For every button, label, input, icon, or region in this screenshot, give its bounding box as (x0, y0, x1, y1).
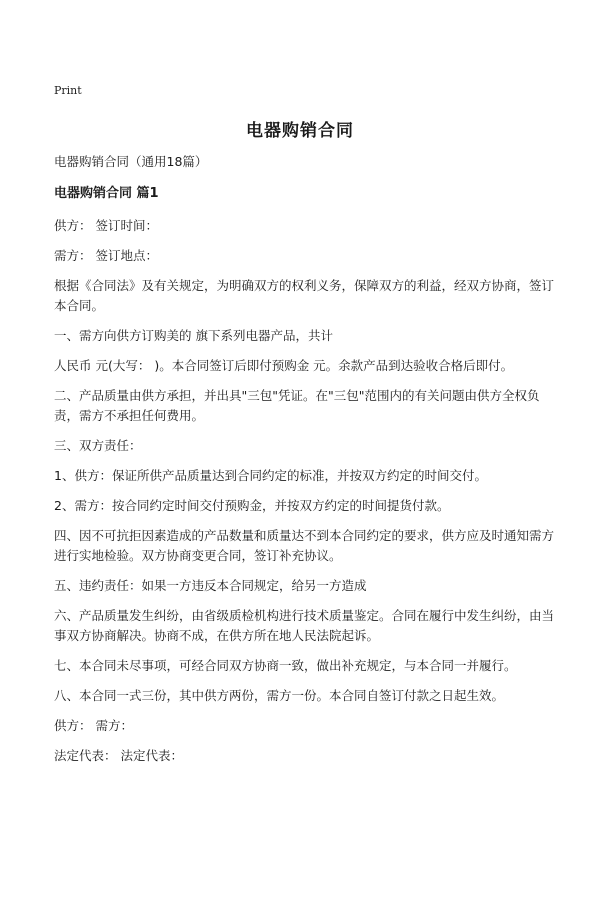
clause-8: 八、本合同一式三份，其中供方两份，需方一份。本合同自签订付款之日起生效。 (54, 688, 505, 703)
buyer-signing-place: 需方： 签订地点： (54, 248, 158, 263)
clause-3: 三、双方责任： (54, 438, 142, 453)
clause-3-supplier: 1、供方：保证所供产品质量达到合同约定的标准，并按双方约定的时间交付。 (54, 468, 487, 483)
section-heading: 电器购销合同 篇1 (54, 186, 159, 201)
clause-1-payment: 人民币 元(大写： )。本合同签订后即付预购金 元。余款产品到达验收合格后即付。 (54, 358, 514, 373)
clause-5: 五、违约责任：如果一方违反本合同规定，给另一方造成 (54, 578, 367, 593)
legal-representatives: 法定代表： 法定代表： (54, 748, 183, 763)
document-body (54, 152, 554, 776)
print-link[interactable]: Print (54, 84, 82, 97)
clause-1: 一、需方向供方订购美的 旗下系列电器产品，共计 (54, 328, 333, 343)
clause-2: 二、产品质量由供方承担，并出具"三包"凭证。在"三包"范围内的有关问题由供方全权负责，需方不承担任何费用。 (54, 388, 540, 423)
contract-preamble: 根据《合同法》及有关规定，为明确双方的权利义务，保障双方的利益，经双方协商，签订本合同。 (54, 278, 555, 313)
signature-parties: 供方： 需方： (54, 718, 133, 733)
document-title: 电器购销合同 (246, 121, 354, 141)
supplier-signing-time: 供方： 签订时间： (54, 218, 158, 233)
clause-3-buyer: 2、需方：按合同约定时间交付预购金，并按双方约定的时间提货付款。 (54, 498, 450, 513)
clause-6: 六、产品质量发生纠纷，由省级质检机构进行技术质量鉴定。合同在履行中发生纠纷，由当事双方协商解决。协商不成，在供方所在地人民法院起诉。 (54, 608, 555, 643)
document-subtitle: 电器购销合同（通用18篇） (54, 154, 208, 169)
clause-7: 七、本合同未尽事项，可经合同双方协商一致，做出补充规定，与本合同一并履行。 (54, 658, 517, 673)
clause-4: 四、因不可抗拒因素造成的产品数量和质量达不到本合同约定的要求，供方应及时通知需方进行实地检验。双方协商变更合同，签订补充协议。 (54, 528, 555, 563)
